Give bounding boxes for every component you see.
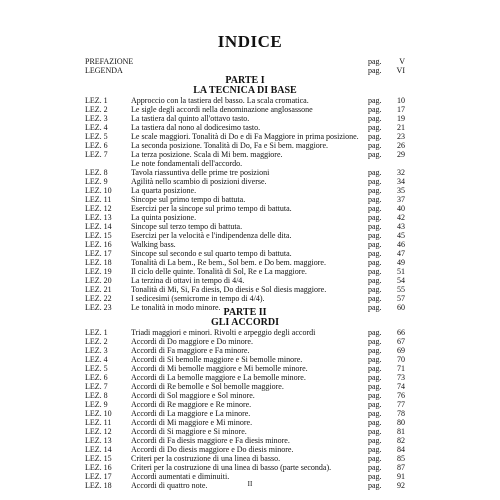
lesson-label: LEZ. 6 xyxy=(85,141,108,150)
page-number: II xyxy=(247,480,253,488)
page-number-ref: 74 xyxy=(397,382,405,391)
entry-title: Esercizi per la velocità e l'indipendenza delle dita. xyxy=(131,231,292,240)
lesson-label: LEZ. 6 xyxy=(85,373,108,382)
index-entry xyxy=(85,57,405,66)
lesson-label: LEZ. 13 xyxy=(85,213,112,222)
page-number-ref: 78 xyxy=(397,409,405,418)
pag-label: pag. xyxy=(368,436,382,445)
index-entry xyxy=(85,346,405,355)
index-entry xyxy=(85,141,405,150)
lesson-label: LEZ. 21 xyxy=(85,285,112,294)
entry-title: I sedicesimi (semicrome in tempo di 4/4). xyxy=(131,294,265,303)
page-number-ref: 77 xyxy=(397,400,405,409)
entry-title: Accordi di La bemolle maggiore e La bemolle minore. xyxy=(131,373,306,382)
page-number-ref: 54 xyxy=(397,276,405,285)
pag-label: pag. xyxy=(368,114,382,123)
entry-title: Accordi di quattro note. xyxy=(131,481,208,490)
entry-title: Accordi di Mi bemolle maggiore e Mi bemolle minore. xyxy=(131,364,308,373)
entry-title: Accordi di Si bemolle maggiore e Si bemolle minore. xyxy=(131,355,303,364)
index-entry xyxy=(85,267,405,276)
entry-title: Accordi di Si maggiore e Si minore. xyxy=(131,427,247,436)
index-entry xyxy=(85,204,405,213)
entry-title: Accordi di Sol maggiore e Sol minore. xyxy=(131,391,255,400)
index-entry xyxy=(85,454,405,463)
pag-label: pag. xyxy=(368,222,382,231)
page-number-ref: 49 xyxy=(397,258,405,267)
pag-label: pag. xyxy=(368,285,382,294)
lesson-label: LEZ. 16 xyxy=(85,463,112,472)
page-number-ref: 17 xyxy=(397,105,405,114)
lesson-label: LEZ. 8 xyxy=(85,391,108,400)
page-number-ref: 45 xyxy=(397,231,405,240)
pag-label: pag. xyxy=(368,445,382,454)
page-number-ref: 35 xyxy=(397,186,405,195)
lesson-label: LEZ. 23 xyxy=(85,303,112,312)
pag-label: pag. xyxy=(368,427,382,436)
part1-heading: PARTE I xyxy=(225,75,265,86)
part1-list xyxy=(85,96,405,312)
index-entry xyxy=(85,114,405,123)
index-entry xyxy=(85,276,405,285)
index-entry xyxy=(85,337,405,346)
part2-subheading: GLI ACCORDI xyxy=(210,317,280,328)
lesson-label: LEZ. 2 xyxy=(85,105,108,114)
entry-title: La quarta posizione. xyxy=(131,186,197,195)
pag-label: pag. xyxy=(368,391,382,400)
part1-subheading: LA TECNICA DI BASE xyxy=(193,85,297,96)
lesson-label: LEZ. 18 xyxy=(85,258,112,267)
index-entry xyxy=(85,364,405,373)
index-entry xyxy=(85,463,405,472)
index-entry xyxy=(85,294,405,303)
lesson-label: LEZ. 17 xyxy=(85,249,112,258)
lesson-label: LEZ. 19 xyxy=(85,267,112,276)
page-number-ref: V xyxy=(399,57,405,66)
pag-label: pag. xyxy=(368,382,382,391)
entry-title: Sincope sul secondo e sul quarto tempo di battuta. xyxy=(131,249,292,258)
lesson-label: LEZ. 5 xyxy=(85,132,108,141)
page-number-ref: 67 xyxy=(397,337,405,346)
lesson-label: LEZ. 15 xyxy=(85,231,112,240)
page-number-ref: 81 xyxy=(397,427,405,436)
entry-title: Sincope sul terzo tempo di battuta. xyxy=(131,222,243,231)
lesson-label: LEZ. 15 xyxy=(85,454,112,463)
pag-label: pag. xyxy=(368,204,382,213)
pag-label: pag. xyxy=(368,346,382,355)
page-number-ref: 91 xyxy=(397,472,405,481)
page-number-ref: 66 xyxy=(397,328,405,337)
lesson-label: LEZ. 8 xyxy=(85,168,108,177)
index-entry xyxy=(85,168,405,177)
index-entry xyxy=(85,427,405,436)
page-number-ref: 34 xyxy=(397,177,405,186)
entry-title: Criteri per la costruzione di una linea di basso (parte seconda). xyxy=(131,463,332,472)
index-entry xyxy=(85,177,405,186)
pag-label: pag. xyxy=(368,123,382,132)
entry-title: Accordi di Do diesis maggiore e Do diesis minore. xyxy=(131,445,294,454)
index-entry xyxy=(85,159,405,168)
page-number-ref: 21 xyxy=(397,123,405,132)
entry-title: La tastiera dal nono al dodicesimo tasto. xyxy=(131,123,261,132)
index-entry xyxy=(85,186,405,195)
lesson-label: LEZ. 20 xyxy=(85,276,112,285)
pag-label: pag. xyxy=(368,57,382,66)
lesson-label: LEZ. 22 xyxy=(85,294,112,303)
index-entry xyxy=(85,105,405,114)
lesson-label: LEZ. 9 xyxy=(85,400,108,409)
pag-label: pag. xyxy=(368,364,382,373)
page-number-ref: 10 xyxy=(397,96,405,105)
part2-heading: PARTE II xyxy=(223,307,267,318)
pag-label: pag. xyxy=(368,418,382,427)
pag-label: pag. xyxy=(368,132,382,141)
index-entry xyxy=(85,222,405,231)
index-entry xyxy=(85,373,405,382)
entry-title: Le tonalità in modo minore. xyxy=(131,303,221,312)
index-entry xyxy=(85,195,405,204)
pag-label: pag. xyxy=(368,258,382,267)
pag-label: pag. xyxy=(368,400,382,409)
entry-title: Accordi di Re maggiore e Re minore. xyxy=(131,400,252,409)
entry-title: Sincope sul primo tempo di battuta. xyxy=(131,195,246,204)
lesson-label: LEZ. 10 xyxy=(85,409,112,418)
page-number-ref: 57 xyxy=(397,294,405,303)
index-entry xyxy=(85,249,405,258)
part2-list xyxy=(85,328,405,490)
entry-title: Accordi di Fa diesis maggiore e Fa diesis minore. xyxy=(131,436,290,445)
lesson-label: LEZ. 7 xyxy=(85,150,108,159)
entry-title: Accordi di La maggiore e La minore. xyxy=(131,409,251,418)
entry-title: La seconda posizione. Tonalità di Do, Fa e Si bem. maggiore. xyxy=(131,141,329,150)
page-number-ref: 76 xyxy=(397,391,405,400)
pag-label: pag. xyxy=(368,249,382,258)
lesson-label: LEGENDA xyxy=(85,66,123,75)
page-number-ref: 51 xyxy=(397,267,405,276)
page-number-ref: 47 xyxy=(397,249,405,258)
page-number-ref: 71 xyxy=(397,364,405,373)
entry-title: Tonalità di La bem., Re bem., Sol bem. e Do bem. maggiore. xyxy=(131,258,326,267)
entry-title: Le note fondamentali dell'accordo. xyxy=(131,159,243,168)
index-entry xyxy=(85,285,405,294)
page-number-ref: 82 xyxy=(397,436,405,445)
lesson-label: LEZ. 14 xyxy=(85,445,112,454)
index-entry xyxy=(85,382,405,391)
pag-label: pag. xyxy=(368,66,382,75)
page-title: INDICE xyxy=(217,32,283,51)
entry-title: La terza posizione. Scala di Mi bem. maggiore. xyxy=(131,150,283,159)
pag-label: pag. xyxy=(368,294,382,303)
entry-title: Tavola riassuntiva delle prime tre posizioni xyxy=(131,168,270,177)
pag-label: pag. xyxy=(368,303,382,312)
entry-title: La terzina di ottavi in tempo di 4/4. xyxy=(131,276,245,285)
lesson-label: LEZ. 11 xyxy=(85,418,112,427)
pag-label: pag. xyxy=(368,355,382,364)
pag-label: pag. xyxy=(368,177,382,186)
page-number-ref: 60 xyxy=(397,303,405,312)
lesson-label: LEZ. 3 xyxy=(85,346,108,355)
pag-label: pag. xyxy=(368,96,382,105)
index-entry xyxy=(85,123,405,132)
lesson-label: LEZ. 12 xyxy=(85,204,112,213)
pag-label: pag. xyxy=(368,168,382,177)
pag-label: pag. xyxy=(368,105,382,114)
pag-label: pag. xyxy=(368,454,382,463)
page-number-ref: 42 xyxy=(397,213,405,222)
pag-label: pag. xyxy=(368,231,382,240)
entry-title: Tonalità di Mi, Si, Fa diesis, Do diesis e Sol diesis maggiore. xyxy=(131,285,327,294)
lesson-label: LEZ. 13 xyxy=(85,436,112,445)
lesson-label: LEZ. 9 xyxy=(85,177,108,186)
entry-title: Accordi di Do maggiore e Do minore. xyxy=(131,337,253,346)
index-entry xyxy=(85,436,405,445)
pag-label: pag. xyxy=(368,481,382,490)
entry-title: Agilità nello scambio di posizioni diverse. xyxy=(131,177,267,186)
lesson-label: LEZ. 4 xyxy=(85,123,108,132)
index-entry xyxy=(85,409,405,418)
lesson-label: LEZ. 1 xyxy=(85,328,108,337)
index-entry xyxy=(85,400,405,409)
pag-label: pag. xyxy=(368,463,382,472)
front-matter-list xyxy=(85,57,405,75)
lesson-label: LEZ. 14 xyxy=(85,222,112,231)
lesson-label: LEZ. 18 xyxy=(85,481,112,490)
entry-title: Le sigle degli accordi nella denominazione anglosassone xyxy=(131,105,313,114)
page-number-ref: 73 xyxy=(397,373,405,382)
index-entry xyxy=(85,240,405,249)
lesson-label: PREFAZIONE xyxy=(85,57,134,66)
lesson-label: LEZ. 12 xyxy=(85,427,112,436)
page-number-ref: 84 xyxy=(397,445,405,454)
entry-title: Il ciclo delle quinte. Tonalità di Sol, Re e La maggiore. xyxy=(131,267,307,276)
page-number-ref: 26 xyxy=(397,141,405,150)
pag-label: pag. xyxy=(368,240,382,249)
page-number-ref: VI xyxy=(396,66,405,75)
page-number-ref: 32 xyxy=(397,168,405,177)
part1-section xyxy=(85,76,405,312)
index-entry xyxy=(85,213,405,222)
index-entry xyxy=(85,258,405,267)
entry-title: Le scale maggiori. Tonalità di Do e di Fa Maggiore in prima posizione. xyxy=(131,132,359,141)
entry-title: Accordi di Fa maggiore e Fa minore. xyxy=(131,346,250,355)
pag-label: pag. xyxy=(368,472,382,481)
index-entry xyxy=(85,328,405,337)
entry-title: Accordi aumentati e diminuiti. xyxy=(131,472,230,481)
pag-label: pag. xyxy=(368,276,382,285)
pag-label: pag. xyxy=(368,409,382,418)
page-number-ref: 46 xyxy=(397,240,405,249)
pag-label: pag. xyxy=(368,328,382,337)
page-number-ref: 37 xyxy=(397,195,405,204)
index-entry xyxy=(85,150,405,159)
page-number-ref: 70 xyxy=(397,355,405,364)
index-entry xyxy=(85,418,405,427)
entry-title: Triadi maggiori e minori. Rivolti e arpeggio degli accordi xyxy=(131,328,316,337)
entry-title: Approccio con la tastiera del basso. La scala cromatica. xyxy=(131,96,309,105)
entry-title: Accordi di Re bemolle e Sol bemolle maggiore. xyxy=(131,382,284,391)
lesson-label: LEZ. 16 xyxy=(85,240,112,249)
pag-label: pag. xyxy=(368,337,382,346)
lesson-label: LEZ. 5 xyxy=(85,364,108,373)
page-number-ref: 43 xyxy=(397,222,405,231)
lesson-label: LEZ. 11 xyxy=(85,195,112,204)
lesson-label: LEZ. 3 xyxy=(85,114,108,123)
page-number-ref: 87 xyxy=(397,463,405,472)
entry-title: Accordi di Mi maggiore e Mi minore. xyxy=(131,418,253,427)
page-number-ref: 80 xyxy=(397,418,405,427)
index-entry xyxy=(85,391,405,400)
lesson-label: LEZ. 7 xyxy=(85,382,108,391)
entry-title: Esercizi per la sincope sul primo tempo di battuta. xyxy=(131,204,292,213)
page-number-ref: 19 xyxy=(397,114,405,123)
page-number-ref: 85 xyxy=(397,454,405,463)
entry-title: La tastiera dal quinto all'ottavo tasto. xyxy=(131,114,250,123)
pag-label: pag. xyxy=(368,141,382,150)
index-entry xyxy=(85,445,405,454)
index-entry xyxy=(85,66,405,75)
entry-title: Walking bass. xyxy=(131,240,176,249)
lesson-label: LEZ. 2 xyxy=(85,337,108,346)
index-entry xyxy=(85,355,405,364)
page-number-ref: 92 xyxy=(397,481,405,490)
page-number-ref: 69 xyxy=(397,346,405,355)
lesson-label: LEZ. 10 xyxy=(85,186,112,195)
pag-label: pag. xyxy=(368,186,382,195)
entry-title: Criteri per la costruzione di una linea di basso. xyxy=(131,454,281,463)
lesson-label: LEZ. 17 xyxy=(85,472,112,481)
pag-label: pag. xyxy=(368,213,382,222)
pag-label: pag. xyxy=(368,195,382,204)
pag-label: pag. xyxy=(368,150,382,159)
page-number-ref: 55 xyxy=(397,285,405,294)
pag-label: pag. xyxy=(368,267,382,276)
entry-title: La quinta posizione. xyxy=(131,213,197,222)
index-entry xyxy=(85,96,405,105)
index-entry xyxy=(85,132,405,141)
page-number-ref: 40 xyxy=(397,204,405,213)
index-entry xyxy=(85,231,405,240)
part2-section xyxy=(85,308,405,490)
page-number-ref: 29 xyxy=(397,150,405,159)
pag-label: pag. xyxy=(368,373,382,382)
lesson-label: LEZ. 1 xyxy=(85,96,108,105)
lesson-label: LEZ. 4 xyxy=(85,355,108,364)
page-number-ref: 23 xyxy=(397,132,405,141)
